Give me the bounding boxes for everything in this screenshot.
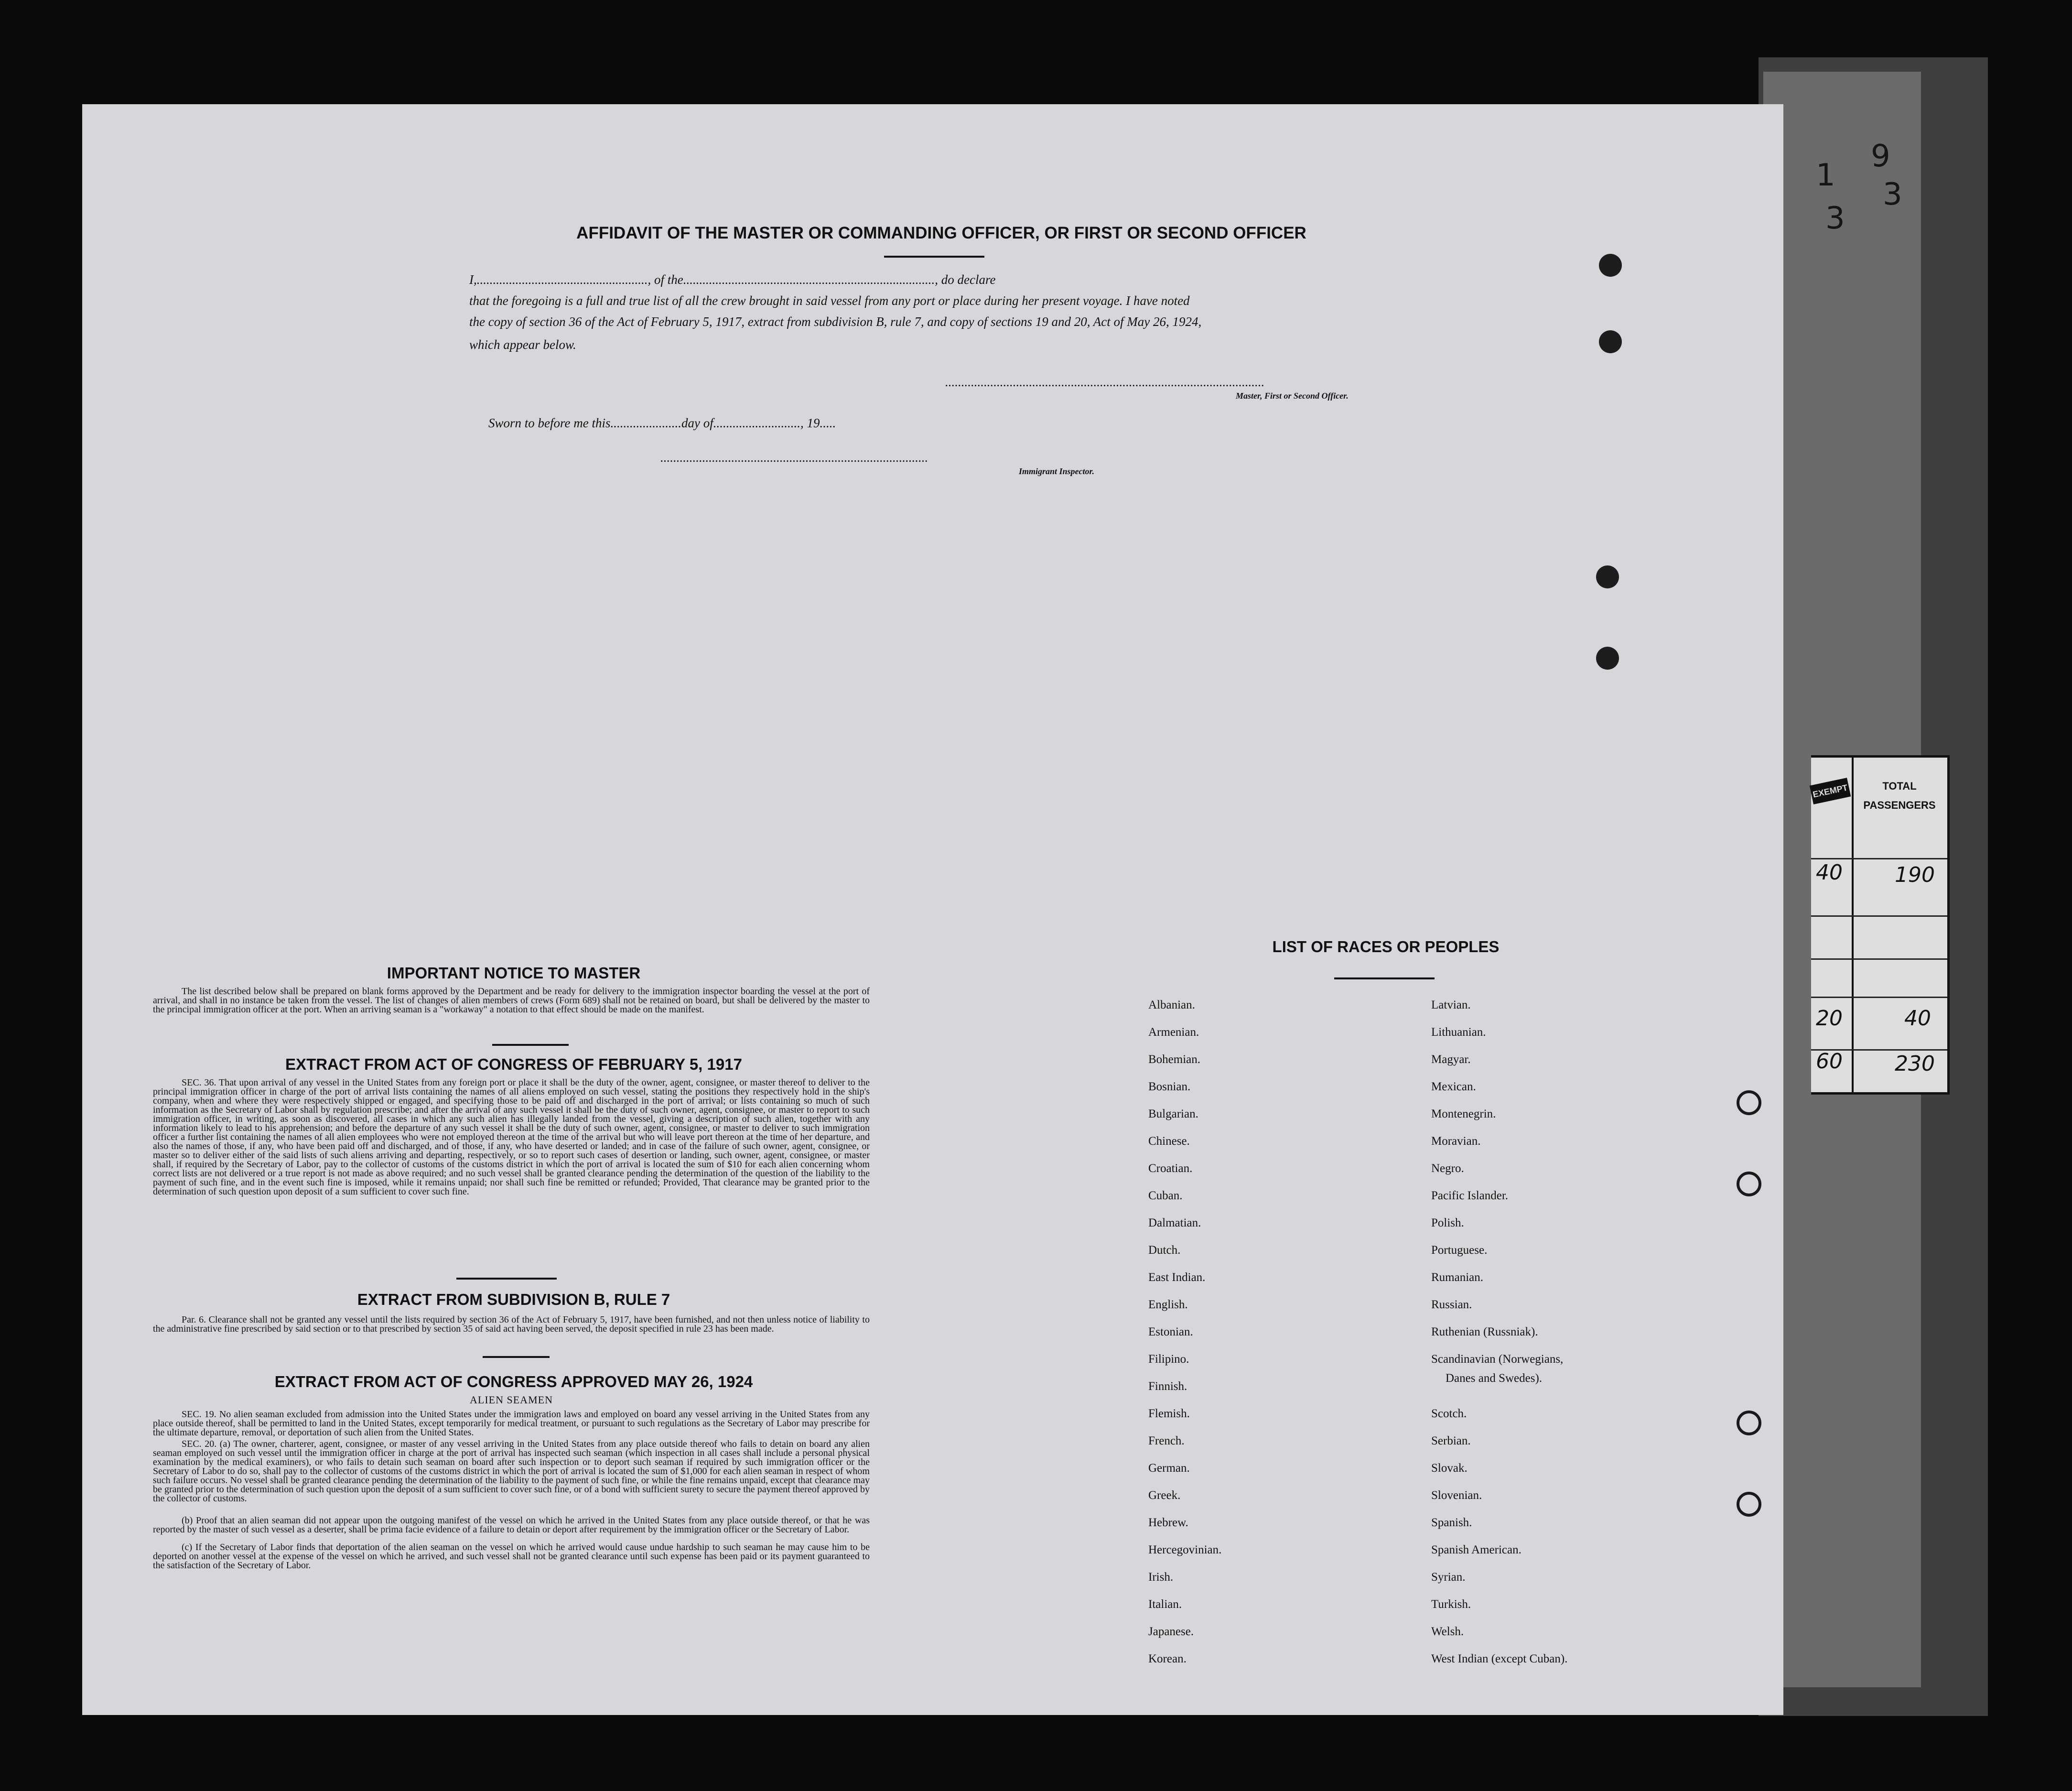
race-item: Finnish. (1148, 1380, 1187, 1393)
master-caption: Master, First or Second Officer. (1236, 391, 1349, 401)
race-item: Armenian. (1148, 1026, 1199, 1039)
race-item: Hercegovinian. (1148, 1543, 1222, 1556)
affidavit-line: the copy of section 36 of the Act of February 5, 1917, extract from subdivision B, rule 7, and copy of sections 19 and 20, Act of May 26, 1924, (469, 315, 1202, 329)
race-item: Slovenian. (1431, 1489, 1482, 1502)
passenger-table-fragment (1811, 755, 1950, 1095)
row-right-value: 40 (1904, 1006, 1931, 1031)
divider-rule (483, 1356, 550, 1358)
race-item: Turkish. (1431, 1598, 1471, 1611)
race-item: Japanese. (1148, 1625, 1194, 1638)
race-item: Albanian. (1148, 999, 1195, 1011)
affidavit-line: I,....................................................., of the.............................................................................., do declare (469, 272, 996, 287)
race-item: Croatian. (1148, 1162, 1193, 1175)
punch-hole (1737, 1172, 1761, 1196)
race-item: Ruthenian (Russniak). (1431, 1325, 1538, 1338)
sec20a-text: SEC. 20. (a) The owner, charterer, agent, consignee, or master of any vessel arriving in the United States from any place outside thereof who fails to detain on board any alien seaman employed on such vessel until the immigration officer in charge at the port of arrival has inspected such seaman (which inspection in all cases shall include a personal physical examination by the medical examiners), or who fails to detain such seaman on board after such inspection or to deport such seaman if required by such immigration officer or the Secretary of Labor to do so, shall pay to the collector of customs of the customs district in which the port of arrival is located the sum of $1,000 for each alien seaman in respect of whom such failure occurs. No vessel shall be granted clearance pending the determination of the liability to the payment of such fine, or while the fine remains unpaid, except that clearance may be granted prior to the determination of such question upon the deposit of a sum sufficient to cover such fine, or of a bond with sufficient surety to secure the payment thereof approved by the collector of customs. (153, 1439, 870, 1504)
sec20b-text: (b) Proof that an alien seaman did not appear upon the outgoing manifest of the vessel on which he arrived in the United States from any place outside thereof, or that he was reported by the master of such vessel as a deserter, shall be prima facie evidence of a failure to detain or deport after requirement by the immigration officer or the Secretary of Labor. (153, 1515, 870, 1535)
race-item: Greek. (1148, 1489, 1181, 1502)
affidavit-line: that the foregoing is a full and true list of all the crew brought in said vessel from any port or place during her present voyage. I have noted (469, 293, 1190, 308)
divider-rule (884, 256, 984, 258)
row-right-value: 230 (1895, 1052, 1935, 1076)
table-divider (1852, 758, 1854, 1092)
row-left-value: 60 (1816, 1049, 1843, 1074)
affidavit-line: which appear below. (469, 337, 576, 352)
exempt-stamp: EXEMPT (1810, 778, 1851, 804)
affidavit-title: AFFIDAVIT OF THE MASTER OR COMMANDING OFFICER, OR FIRST OR SECOND OFFICER (576, 224, 1306, 242)
extract-1917-title: EXTRACT FROM ACT OF CONGRESS OF FEBRUARY 5, 1917 (285, 1055, 742, 1073)
race-item: Syrian. (1431, 1571, 1466, 1584)
race-item: Scotch. (1431, 1407, 1467, 1420)
divider-rule (456, 1278, 557, 1280)
divider-rule (1334, 977, 1435, 979)
races-right-column (1431, 998, 1567, 1679)
race-item: English. (1148, 1298, 1188, 1311)
race-item: Italian. (1148, 1598, 1182, 1611)
race-item: Korean. (1148, 1652, 1187, 1665)
handwritten-number: 1 (1816, 158, 1835, 193)
master-signature-line: ................................................................................................... (945, 375, 1265, 389)
race-item: Cuban. (1148, 1189, 1183, 1202)
race-item: Lithuanian. (1431, 1026, 1486, 1039)
row-left-value: 40 (1816, 860, 1843, 885)
divider-rule (492, 1044, 569, 1046)
race-item: Flemish. (1148, 1407, 1190, 1420)
race-item: Bulgarian. (1148, 1107, 1198, 1120)
total-passengers-header: TOTAL PASSENGERS (1863, 780, 1936, 811)
row-right-value: 190 (1895, 863, 1935, 887)
race-item: Filipino. (1148, 1353, 1189, 1366)
race-item: Montenegrin. (1431, 1107, 1496, 1120)
punch-hole (1737, 1090, 1761, 1115)
notice-title: IMPORTANT NOTICE TO MASTER (387, 964, 641, 982)
table-rule (1811, 915, 1947, 917)
race-item: Polish. (1431, 1216, 1464, 1229)
race-item: Russian. (1431, 1298, 1472, 1311)
punch-hole (1737, 1411, 1761, 1435)
race-item: Pacific Islander. (1431, 1189, 1509, 1202)
rule7-title: EXTRACT FROM SUBDIVISION B, RULE 7 (357, 1291, 670, 1308)
sec20c-text: (c) If the Secretary of Labor finds that deportation of the alien seaman on the vessel on which he arrived would cause undue hardship to such seaman he may cause him to be deported on another vessel at the expense of the vessel on which he arrived, and such vessel shall not be granted clearance until such expense has been paid or its payment guaranteed to the satisfaction of the Secretary of Labor. (153, 1542, 870, 1571)
handwritten-number: 3 (1883, 177, 1902, 212)
punch-hole (1599, 254, 1622, 277)
race-item: Welsh. (1431, 1625, 1464, 1638)
inspector-caption: Immigrant Inspector. (1019, 467, 1095, 476)
race-item: Serbian. (1431, 1434, 1471, 1447)
race-item: Dalmatian. (1148, 1216, 1201, 1229)
race-item: French. (1148, 1434, 1185, 1447)
race-item: Magyar. (1431, 1053, 1471, 1066)
race-item: Rumanian. (1431, 1271, 1484, 1284)
handwritten-number: 3 (1825, 201, 1845, 236)
sworn-line: Sworn to before me this......................day of..........................., 19..... (488, 416, 836, 430)
race-item: Irish. (1148, 1571, 1174, 1584)
sec19-text: SEC. 19. No alien seaman excluded from admission into the United States under the immigration laws and employed on board any vessel arriving in the United States from any place outside thereof, shall be permitted to land in the United States, except temporarily for medical treatment, or pursuant to such regulations as the Secretary of Labor may prescribe for the ultimate departure, removal, or deportation of such alien from the United States. (153, 1409, 870, 1438)
race-item: Spanish. (1431, 1516, 1472, 1529)
race-item: East Indian. (1148, 1271, 1206, 1284)
notice-text: The list described below shall be prepared on blank forms approved by the Department and be ready for delivery to the immigration inspector boarding the vessel at the port of arrival, and shall in no instance be taken from the vessel. The list of changes of alien members of crews (Form 689) shall not be retained on board, but shall be delivered by the master to the principal immigration officer at the port. When an arriving seaman is a "workaway" a notation to that effect should be made on the manifest. (153, 986, 870, 1015)
race-item: Negro. (1431, 1162, 1464, 1175)
handwritten-number: 9 (1871, 139, 1890, 174)
race-item: Bohemian. (1148, 1053, 1201, 1066)
race-item: Slovak. (1431, 1462, 1468, 1475)
punch-hole (1737, 1492, 1761, 1517)
alien-seamen-subtitle: ALIEN SEAMEN (470, 1394, 553, 1406)
race-item: Scandinavian (Norwegians, (1431, 1353, 1564, 1366)
race-item: Danes and Swedes). (1446, 1372, 1543, 1385)
race-item: Estonian. (1148, 1325, 1193, 1338)
races-left-column (1148, 998, 1221, 1679)
punch-hole (1596, 565, 1619, 588)
inspector-signature-line: ................................................................................... (660, 450, 928, 465)
table-rule (1811, 997, 1947, 998)
race-item: German. (1148, 1462, 1190, 1475)
race-item: Hebrew. (1148, 1516, 1188, 1529)
race-item: West Indian (except Cuban). (1431, 1652, 1568, 1665)
row-left-value: 20 (1816, 1006, 1843, 1031)
race-item: Portuguese. (1431, 1244, 1488, 1257)
race-item: Spanish American. (1431, 1543, 1522, 1556)
punch-hole (1596, 647, 1619, 670)
race-item: Chinese. (1148, 1135, 1190, 1148)
extract-1924-title: EXTRACT FROM ACT OF CONGRESS APPROVED MAY 26, 1924 (274, 1373, 753, 1390)
race-item: Bosnian. (1148, 1080, 1191, 1093)
rule7-text: Par. 6. Clearance shall not be granted any vessel until the lists required by section 36 of the Act of February 5, 1917, have been furnished, and not then unless notice of liability to the administrative fine prescribed by said section or to that prescribed by section 35 of said act having been served, the deposit specified in rule 23 has been made. (153, 1314, 870, 1334)
extract-1917-text: SEC. 36. That upon arrival of any vessel in the United States from any foreign port or place it shall be the duty of the owner, agent, consignee, or master thereof to deliver to the principal immigration officer in charge of the port of arrival lists containing the names of all aliens employed on such vessel, stating the positions they respectively hold in the ship's company, when and where they were respectively shipped or engaged, and specifying those to be paid off and discharged in the port of arrival; or lists containing so much of such information as the Secretary of Labor shall by regulation prescribe; and after the arrival of any such vessel it shall be the duty of such owner, agent, consignee, or master to report to such immigration officer, in writing, as soon as discovered, all cases in which any such alien has illegally landed from the vessel, giving a description of such alien, together with any information likely to lead to his apprehension; and before the departure of any such vessel it shall be the duty of such owner, agent, consignee, or master to deliver to such immigration officer a further list containing the names of all alien employees who were not employed thereon at the time of the arrival but who will leave port thereon at the time of her departure, and also the names of those, if any, who have been paid off and discharged, and of those, if any, who have deserted or landed; and in case of the failure of such owner, agent, consignee, or master so to deliver either of the said lists of such aliens arriving and departing, respectively, or so to report such cases of desertion or landing, such owner, agent, consignee, or master shall, if required by the Secretary of Labor, pay to the collector of customs of the customs district in which the port of arrival is located the sum of $10 for each alien concerning whom correct lists are not delivered or a true report is not made as above required; and no such vessel shall be granted clearance pending the determination of the question of the liability to the payment of such fine, and in the event such fine is imposed, while it remains unpaid; nor shall such fine be remitted or refunded; Provided, That clearance may be granted prior to the determination of such question upon deposit of a sum sufficient to cover such fine. (153, 1077, 870, 1197)
race-item: Dutch. (1148, 1244, 1181, 1257)
table-rule (1811, 958, 1947, 960)
race-item: Latvian. (1431, 999, 1471, 1011)
table-rule (1811, 858, 1947, 859)
punch-hole (1599, 330, 1622, 353)
race-item: Moravian. (1431, 1135, 1481, 1148)
race-item: Mexican. (1431, 1080, 1476, 1093)
races-title: LIST OF RACES OR PEOPLES (1272, 938, 1500, 955)
